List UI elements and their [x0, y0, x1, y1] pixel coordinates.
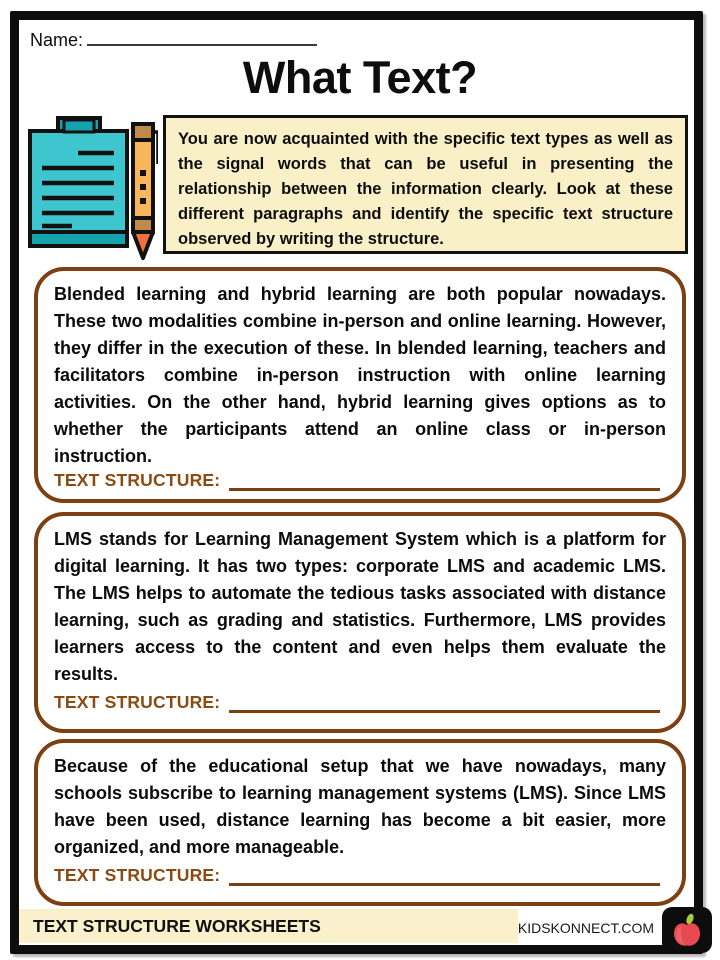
- paragraph-text-3: Because of the educational setup that we have nowadays, many schools subscribe to learning management systems (LMS). Since LMS have been used, distance learning has become a bit easier, more organized, and more manageable.: [54, 756, 666, 857]
- text-structure-blank-2[interactable]: [229, 694, 660, 713]
- text-structure-blank-3[interactable]: [229, 867, 660, 886]
- paragraph-card-1: [34, 267, 686, 503]
- paragraph-text-1: Blended learning and hybrid learning are both popular nowadays. These two modalities combine in-person and online learning. However, they differ in the execution of these. In blended learning, teachers and facilitators combine in-person instruction with online learning activities. On the other hand, hybrid learning gives options as to whether the participants attend an online class or in-person instruction.: [54, 284, 666, 466]
- paragraph-text-2: LMS stands for Learning Management System which is a platform for digital learning. It has two types: corporate LMS and academic LMS. The LMS helps to automate the tedious tasks associated with distance learning, such as grading and statistics. Furthermore, LMS provides learners access to the content and even helps them evaluate the results.: [54, 529, 666, 684]
- answer-row-3: [54, 865, 660, 886]
- text-structure-label-2: TEXT STRUCTURE:: [54, 692, 221, 712]
- text-structure-label-1: TEXT STRUCTURE:: [54, 470, 221, 490]
- name-blank[interactable]: [87, 26, 317, 46]
- paragraph-card-3: [34, 739, 686, 906]
- name-label: Name:: [30, 30, 84, 50]
- instruction-text: You are now acquainted with the specific text types as well as the signal words that can be useful in presenting the relationship between the information clearly. Look at these different paragraphs and identify the specific text structure observed by writing the structure.: [178, 130, 673, 248]
- footer-series-title: TEXT STRUCTURE WORKSHEETS: [33, 915, 321, 936]
- name-row: [30, 26, 317, 51]
- apple-icon: [671, 912, 703, 948]
- instruction-box: [163, 115, 688, 254]
- apple-logo-badge: [662, 907, 712, 953]
- text-structure-blank-1[interactable]: [229, 472, 660, 491]
- brand-text: KIDSKONNECT.COM: [517, 920, 654, 936]
- text-structure-label-3: TEXT STRUCTURE:: [54, 865, 221, 885]
- answer-row-2: [54, 692, 660, 713]
- footer-bar: [19, 909, 518, 943]
- paragraph-card-2: [34, 512, 686, 733]
- clipboard-pencil-icon: [26, 116, 158, 266]
- page-title: What Text?: [242, 52, 478, 103]
- answer-row-1: [54, 470, 660, 491]
